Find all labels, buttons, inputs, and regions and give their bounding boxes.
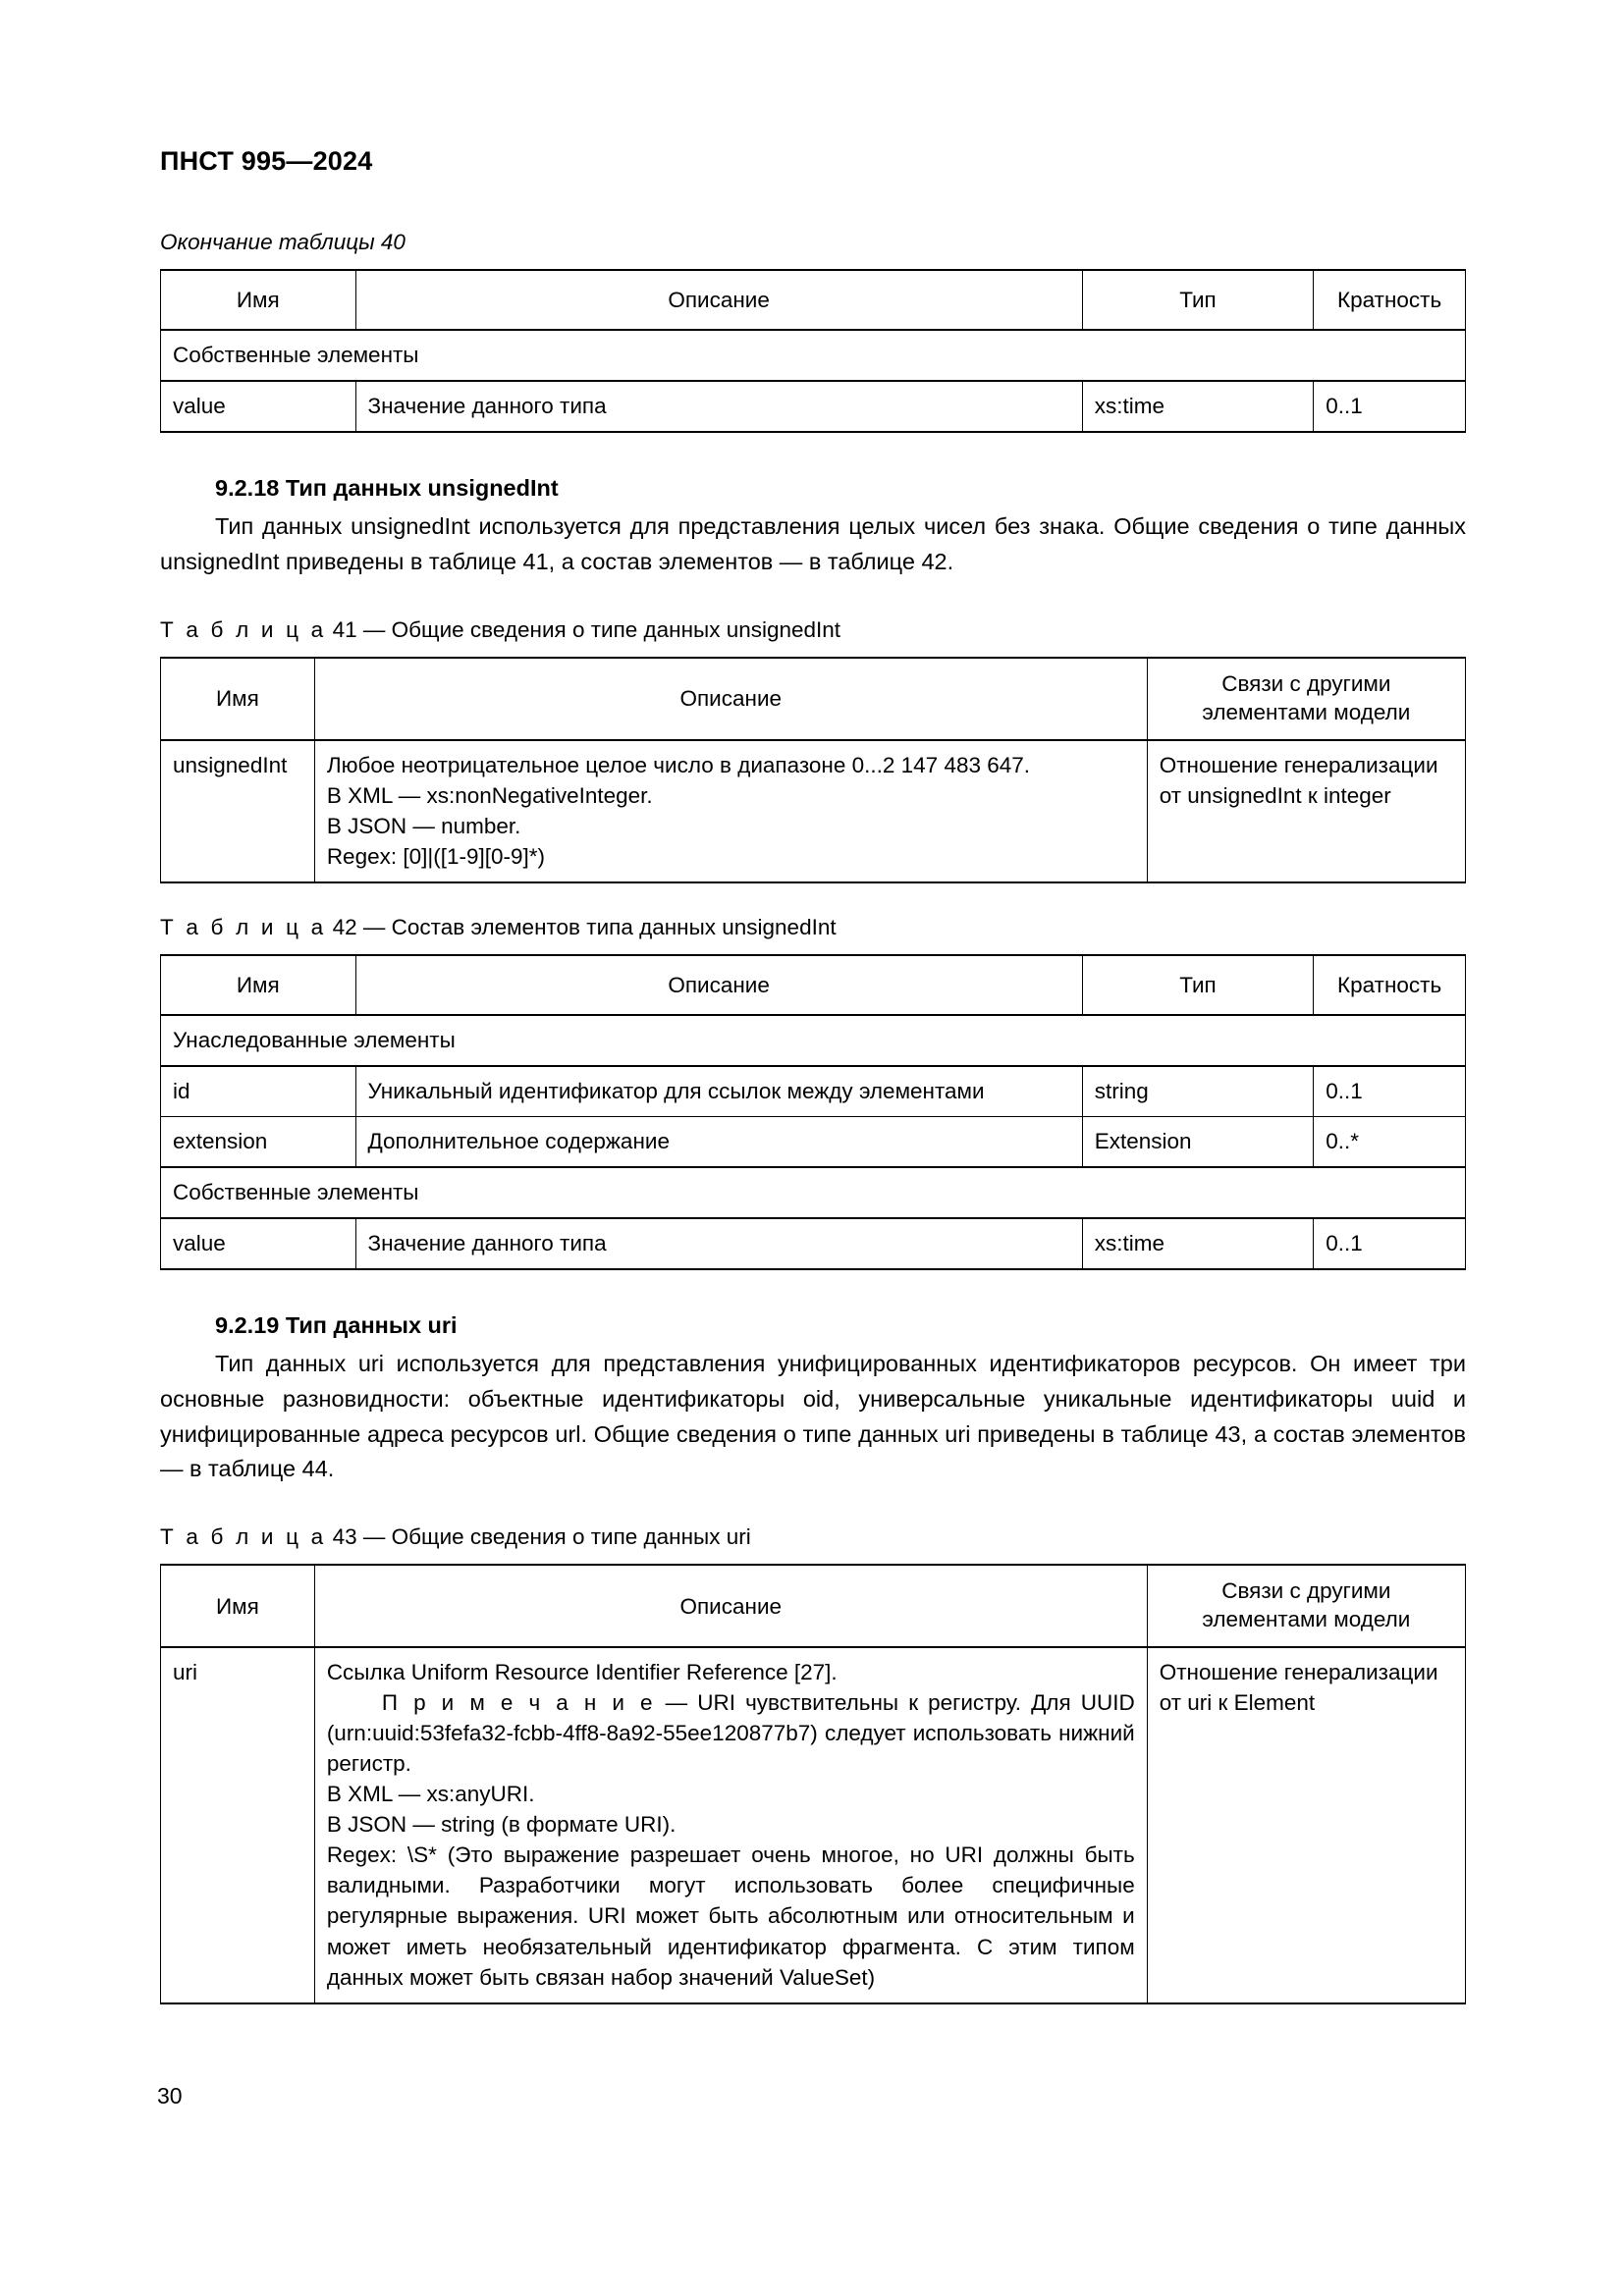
desc-line-xml: В XML — xs:nonNegativeInteger. [326, 782, 653, 808]
table-group-row [161, 1015, 1466, 1066]
column-header-relations-line1: Связи с другими [1221, 1578, 1391, 1604]
section-9-2-19 [160, 1309, 1466, 1487]
table42-caption [160, 913, 1466, 942]
cell-name: id [161, 1066, 356, 1117]
column-header-relations-line2: элементами модели [1202, 1607, 1411, 1632]
table-row [161, 1117, 1466, 1168]
cell-name: value [161, 381, 356, 432]
table-header-row [161, 955, 1466, 1015]
cell-description: Значение данного типа [355, 381, 1082, 432]
table41-caption [160, 615, 1466, 645]
cell-description: Уникальный идентификатор для ссылок между элементами [355, 1066, 1082, 1117]
section-paragraph-9-2-18: Тип данных unsignedInt используется для представления целых чисел без знака. Общие сведения о типе данных unsignedInt приведены в таблице 41, а состав элементов — в таблице 42. [160, 513, 1466, 574]
table-group-row [161, 330, 1466, 381]
table40-continuation-caption: Окончание таблицы 40 [160, 229, 406, 254]
table-header-row [161, 658, 1466, 740]
section-title-9-2-19: 9.2.19 Тип данных uri [215, 1312, 458, 1339]
table-row [161, 740, 1466, 882]
column-header-description: Описание [314, 658, 1147, 740]
desc-line-json: В JSON — string (в формате URI). [326, 1812, 677, 1838]
desc-line-xml: В XML — xs:anyURI. [326, 1782, 535, 1807]
cell-name: extension [161, 1117, 356, 1168]
table-row [161, 1218, 1466, 1269]
table-40-continuation [160, 269, 1466, 433]
cell-name: value [161, 1218, 356, 1269]
page-content [160, 147, 1466, 2004]
cell-description: Значение данного типа [355, 1218, 1082, 1269]
table41-caption-label: Т а б л и ц а [160, 616, 327, 642]
note-lead: П р и м е ч а н и е [381, 1690, 656, 1716]
group-label-own-elements: Собственные элементы [161, 1167, 1466, 1218]
table-row [161, 381, 1466, 432]
cell-description: Дополнительное содержание [355, 1117, 1082, 1168]
table-header-row [161, 1565, 1466, 1647]
desc-note [327, 1687, 1135, 1779]
desc-line-reference: Ссылка Uniform Resource Identifier Reference [27]. [326, 1660, 838, 1685]
column-header-name: Имя [161, 270, 356, 330]
cell-multiplicity: 0..1 [1314, 381, 1466, 432]
table42-caption-number: 42 [332, 914, 357, 939]
table43-caption-text: — Общие сведения о типе данных uri [362, 1524, 751, 1550]
column-header-description: Описание [355, 955, 1082, 1015]
cell-description [314, 1647, 1147, 2003]
table43-caption-number: 43 [332, 1524, 357, 1550]
table-row [161, 1066, 1466, 1117]
cell-type: Extension [1082, 1117, 1314, 1168]
table42-caption-text: — Состав элементов типа данных unsignedInt [362, 914, 837, 939]
cell-relations: Отношение генерализации от uri к Element [1147, 1647, 1465, 2003]
desc-line-regex: Regex: \S* (Это выражение разрешает очень многое, но URI должны быть валидными. Разработчики могут использовать более специфичные регулярные выражения. URI может быть абсолютным или относительным и может иметь необязательный идентификатор фрагмента. С этим типом данных может быть связан набор значений ValueSet) [326, 1842, 1135, 1990]
table-42 [160, 954, 1466, 1270]
cell-type: string [1082, 1066, 1314, 1117]
column-header-relations [1147, 658, 1465, 740]
cell-name: unsignedInt [161, 740, 315, 882]
table43-caption [160, 1522, 1466, 1552]
cell-type: xs:time [1082, 1218, 1314, 1269]
desc-line-range: Любое неотрицательное целое число в диапазоне 0...2 147 483 647. [326, 752, 1031, 777]
column-header-relations-line1: Связи с другими [1221, 670, 1391, 696]
section-paragraph-9-2-19: Тип данных uri используется для представления унифицированных идентификаторов ресурсов. Он имеет три основные разновидности: объектные идентификаторы oid, универсальные уникальные идентификаторы uuid и унифицированные адреса ресурсов url. Общие сведения о типе данных uri приведены в таблице 43, а состав элементов — в таблице 44. [160, 1351, 1466, 1482]
table-41 [160, 657, 1466, 883]
table42-caption-label: Т а б л и ц а [160, 914, 327, 939]
column-header-multiplicity: Кратность [1314, 270, 1466, 330]
cell-multiplicity: 0..1 [1314, 1066, 1466, 1117]
table41-caption-number: 41 [332, 616, 357, 642]
table-header-row [161, 270, 1466, 330]
section-title-9-2-18: 9.2.18 Тип данных unsignedInt [215, 475, 559, 502]
cell-description [314, 740, 1147, 882]
column-header-description: Описание [314, 1565, 1147, 1647]
column-header-name: Имя [161, 955, 356, 1015]
group-label-inherited-elements: Унаследованные элементы [161, 1015, 1466, 1066]
desc-line-regex: Regex: [0]|([1-9][0-9]*) [326, 843, 545, 869]
column-header-relations-line2: элементами модели [1202, 699, 1411, 724]
note-body: — URI чувствительны к регистру. Для UUID (urn:uuid:53fefa32-fcbb-4ff8-8a92-55ee120877b7) следует использовать нижний регистр. [326, 1690, 1135, 1777]
group-label-own-elements: Собственные элементы [161, 330, 1466, 381]
column-header-type: Тип [1082, 270, 1314, 330]
cell-type: xs:time [1082, 381, 1314, 432]
column-header-name: Имя [161, 658, 315, 740]
document-header: ПНСТ 995—2024 [160, 146, 373, 176]
column-header-type: Тип [1082, 955, 1314, 1015]
cell-name: uri [161, 1647, 315, 2003]
cell-multiplicity: 0..* [1314, 1117, 1466, 1168]
table41-caption-text: — Общие сведения о типе данных unsignedInt [362, 616, 841, 642]
column-header-relations [1147, 1565, 1465, 1647]
column-header-description: Описание [355, 270, 1082, 330]
cell-relations: Отношение генерализации от unsignedInt к integer [1147, 740, 1465, 882]
column-header-multiplicity: Кратность [1314, 955, 1466, 1015]
desc-line-json: В JSON — number. [326, 813, 521, 838]
page-number: 30 [157, 2083, 183, 2109]
table-row [161, 1647, 1466, 2003]
table-group-row [161, 1167, 1466, 1218]
section-9-2-18 [160, 472, 1466, 579]
cell-multiplicity: 0..1 [1314, 1218, 1466, 1269]
table-43 [160, 1564, 1466, 2003]
column-header-name: Имя [161, 1565, 315, 1647]
table43-caption-label: Т а б л и ц а [160, 1524, 327, 1550]
